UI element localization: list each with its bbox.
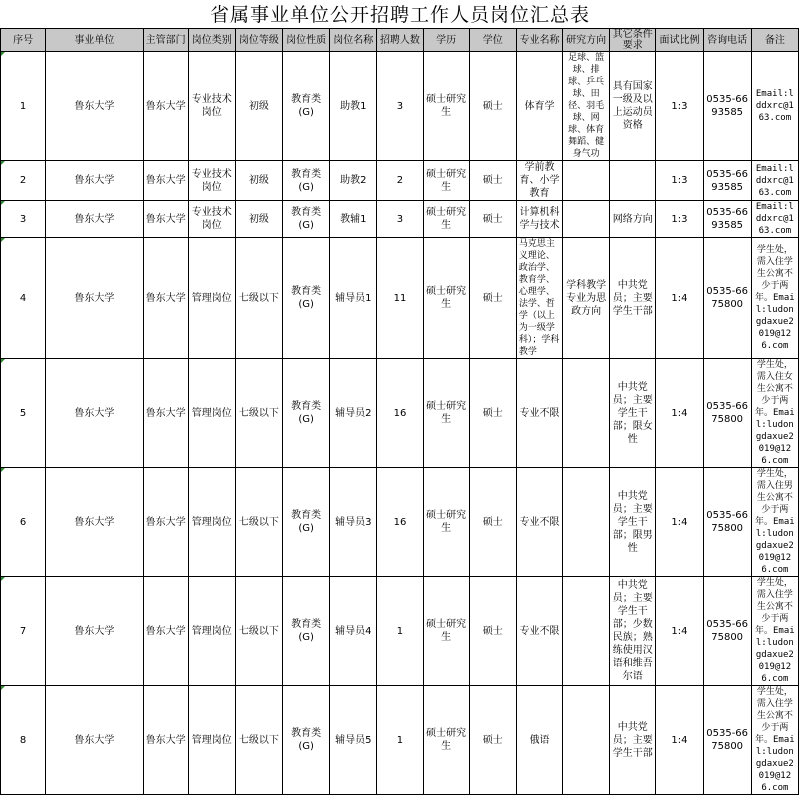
cell-nature: 教育类(G) (283, 686, 330, 795)
cell-ratio: 1:4 (656, 686, 703, 795)
cell-dept: 鲁东大学 (143, 468, 188, 577)
header-cell: 事业单位 (46, 29, 143, 52)
cell-no: 1 (1, 52, 46, 161)
cell-unit: 鲁东大学 (46, 161, 143, 201)
cell-education: 硕士研究生 (423, 686, 469, 795)
cell-level: 初级 (235, 52, 282, 161)
cell-count: 1 (377, 686, 423, 795)
cell-nature: 教育类(G) (283, 161, 330, 201)
header-cell: 专业名称 (516, 29, 562, 52)
cell-count: 1 (377, 577, 423, 686)
cell-category: 专业技术岗位 (188, 161, 235, 201)
header-cell: 岗位等级 (235, 29, 282, 52)
cell-level: 初级 (235, 201, 282, 238)
cell-level: 七级以下 (235, 686, 282, 795)
cell-ratio: 1:3 (656, 52, 703, 161)
cell-no: 4 (1, 238, 46, 359)
cell-level: 七级以下 (235, 468, 282, 577)
table-row (1, 238, 799, 359)
cell-other: 中共党员；主要学生干部；限女性 (610, 359, 656, 468)
cell-other: 中共党员；主要学生干部 (610, 686, 656, 795)
cell-note: Email:lddxrc@163.com (751, 52, 798, 161)
cell-note: 学生处，需入住男生公寓不少于两年。Email:ludongdaxue2019@126.com (751, 468, 798, 577)
cell-education: 硕士研究生 (423, 577, 469, 686)
cell-no: 5 (1, 359, 46, 468)
cell-post: 辅导员3 (330, 468, 377, 577)
cell-other: 中共党员；主要学生干部；少数民族；熟练使用汉语和维吾尔语 (610, 577, 656, 686)
cell-education: 硕士研究生 (423, 238, 469, 359)
cell-nature: 教育类(G) (283, 468, 330, 577)
cell-unit: 鲁东大学 (46, 238, 143, 359)
cell-ratio: 1:3 (656, 161, 703, 201)
cell-other: 网络方向 (610, 201, 656, 238)
cell-nature: 教育类(G) (283, 201, 330, 238)
cell-phone: 0535-6693585 (703, 201, 751, 238)
table-row (1, 201, 799, 238)
cell-nature: 教育类(G) (283, 577, 330, 686)
cell-no: 7 (1, 577, 46, 686)
header-cell: 序号 (1, 29, 46, 52)
cell-phone: 0535-6675800 (703, 238, 751, 359)
cell-no: 2 (1, 161, 46, 201)
cell-phone: 0535-6675800 (703, 359, 751, 468)
cell-education: 硕士研究生 (423, 468, 469, 577)
table-row (1, 161, 799, 201)
cell-phone: 0535-6675800 (703, 686, 751, 795)
cell-category: 管理岗位 (188, 238, 235, 359)
cell-degree: 硕士 (469, 577, 516, 686)
cell-dept: 鲁东大学 (143, 686, 188, 795)
cell-ratio: 1:4 (656, 468, 703, 577)
cell-major: 体育学 (516, 52, 562, 161)
cell-degree: 硕士 (469, 52, 516, 161)
cell-note: 学生处，需入住学生公寓不少于两年。Email:ludongdaxue2019@126.com (751, 577, 798, 686)
cell-nature: 教育类(G) (283, 238, 330, 359)
header-cell: 岗位类别 (188, 29, 235, 52)
cell-major: 俄语 (516, 686, 562, 795)
cell-no: 6 (1, 468, 46, 577)
cell-unit: 鲁东大学 (46, 468, 143, 577)
cell-direction (563, 201, 610, 238)
cell-unit: 鲁东大学 (46, 577, 143, 686)
cell-nature: 教育类(G) (283, 359, 330, 468)
cell-unit: 鲁东大学 (46, 359, 143, 468)
table-row (1, 468, 799, 577)
cell-direction (563, 161, 610, 201)
cell-note: 学生处，需入住学生公寓不少于两年。Email:ludongdaxue2019@126.com (751, 686, 798, 795)
cell-level: 七级以下 (235, 238, 282, 359)
cell-post: 辅导员4 (330, 577, 377, 686)
cell-count: 16 (377, 359, 423, 468)
cell-major: 专业不限 (516, 359, 562, 468)
table-row (1, 359, 799, 468)
cell-dept: 鲁东大学 (143, 577, 188, 686)
cell-major: 马克思主义理论、政治学、教育学、心理学、法学、哲学（以上为一级学科）；学科教学 (516, 238, 562, 359)
cell-dept: 鲁东大学 (143, 52, 188, 161)
header-cell: 学位 (469, 29, 516, 52)
cell-no: 8 (1, 686, 46, 795)
cell-education: 硕士研究生 (423, 161, 469, 201)
cell-post: 辅导员1 (330, 238, 377, 359)
cell-phone: 0535-6693585 (703, 161, 751, 201)
cell-direction (563, 577, 610, 686)
cell-major: 学前教育、小学教育 (516, 161, 562, 201)
cell-level: 七级以下 (235, 577, 282, 686)
table-row (1, 52, 799, 161)
cell-dept: 鲁东大学 (143, 359, 188, 468)
header-cell: 其它条件要求 (610, 29, 656, 52)
cell-count: 16 (377, 468, 423, 577)
cell-dept: 鲁东大学 (143, 201, 188, 238)
cell-degree: 硕士 (469, 359, 516, 468)
cell-post: 辅导员2 (330, 359, 377, 468)
cell-degree: 硕士 (469, 161, 516, 201)
cell-unit: 鲁东大学 (46, 686, 143, 795)
cell-count: 3 (377, 201, 423, 238)
cell-no: 3 (1, 201, 46, 238)
cell-dept: 鲁东大学 (143, 238, 188, 359)
cell-count: 3 (377, 52, 423, 161)
header-cell: 岗位性质 (283, 29, 330, 52)
header-cell: 学历 (423, 29, 469, 52)
cell-phone: 0535-6675800 (703, 577, 751, 686)
cell-category: 管理岗位 (188, 468, 235, 577)
cell-education: 硕士研究生 (423, 52, 469, 161)
cell-post: 助教1 (330, 52, 377, 161)
table-row (1, 577, 799, 686)
cell-education: 硕士研究生 (423, 201, 469, 238)
cell-education: 硕士研究生 (423, 359, 469, 468)
cell-unit: 鲁东大学 (46, 201, 143, 238)
cell-direction: 足球、篮球、排球、乒乓球、田径、羽毛球、网球、体育舞蹈、健身气功 (563, 52, 610, 161)
cell-post: 辅导员5 (330, 686, 377, 795)
cell-other: 中共党员；主要学生干部；限男性 (610, 468, 656, 577)
header-cell: 主管部门 (143, 29, 188, 52)
cell-degree: 硕士 (469, 468, 516, 577)
positions-table (0, 28, 799, 795)
cell-note: 学生处，需入住学生公寓不少于两年。Email:ludongdaxue2019@126.com (751, 238, 798, 359)
page-title: 省属事业单位公开招聘工作人员岗位汇总表 (209, 4, 590, 26)
cell-degree: 硕士 (469, 201, 516, 238)
cell-dept: 鲁东大学 (143, 161, 188, 201)
cell-count: 11 (377, 238, 423, 359)
cell-ratio: 1:4 (656, 359, 703, 468)
cell-direction (563, 468, 610, 577)
header-cell: 备注 (751, 29, 798, 52)
cell-note: 学生处，需入住女生公寓不少于两年。Email:ludongdaxue2019@126.com (751, 359, 798, 468)
cell-category: 管理岗位 (188, 577, 235, 686)
cell-note: Email:lddxrc@163.com (751, 201, 798, 238)
table-header-row (1, 29, 799, 52)
cell-degree: 硕士 (469, 686, 516, 795)
cell-other: 中共党员；主要学生干部 (610, 238, 656, 359)
header-cell: 面试比例 (656, 29, 703, 52)
header-cell: 招聘人数 (377, 29, 423, 52)
header-cell: 研究方向 (563, 29, 610, 52)
cell-category: 专业技术岗位 (188, 52, 235, 161)
cell-category: 管理岗位 (188, 686, 235, 795)
cell-degree: 硕士 (469, 238, 516, 359)
cell-nature: 教育类(G) (283, 52, 330, 161)
header-cell: 岗位名称 (330, 29, 377, 52)
cell-note: Email:lddxrc@163.com (751, 161, 798, 201)
table-row (1, 686, 799, 795)
cell-post: 助教2 (330, 161, 377, 201)
cell-level: 七级以下 (235, 359, 282, 468)
cell-category: 专业技术岗位 (188, 201, 235, 238)
cell-phone: 0535-6675800 (703, 468, 751, 577)
cell-direction: 学科教学专业为思政方向 (563, 238, 610, 359)
cell-phone: 0535-6693585 (703, 52, 751, 161)
cell-ratio: 1:4 (656, 577, 703, 686)
cell-major: 专业不限 (516, 468, 562, 577)
cell-direction (563, 686, 610, 795)
cell-post: 教辅1 (330, 201, 377, 238)
cell-other: 具有国家一级及以上运动员资格 (610, 52, 656, 161)
cell-direction (563, 359, 610, 468)
cell-level: 初级 (235, 161, 282, 201)
cell-unit: 鲁东大学 (46, 52, 143, 161)
cell-ratio: 1:4 (656, 238, 703, 359)
cell-major: 专业不限 (516, 577, 562, 686)
cell-category: 管理岗位 (188, 359, 235, 468)
cell-major: 计算机科学与技术 (516, 201, 562, 238)
header-cell: 咨询电话 (703, 29, 751, 52)
cell-other (610, 161, 656, 201)
cell-ratio: 1:3 (656, 201, 703, 238)
cell-count: 2 (377, 161, 423, 201)
